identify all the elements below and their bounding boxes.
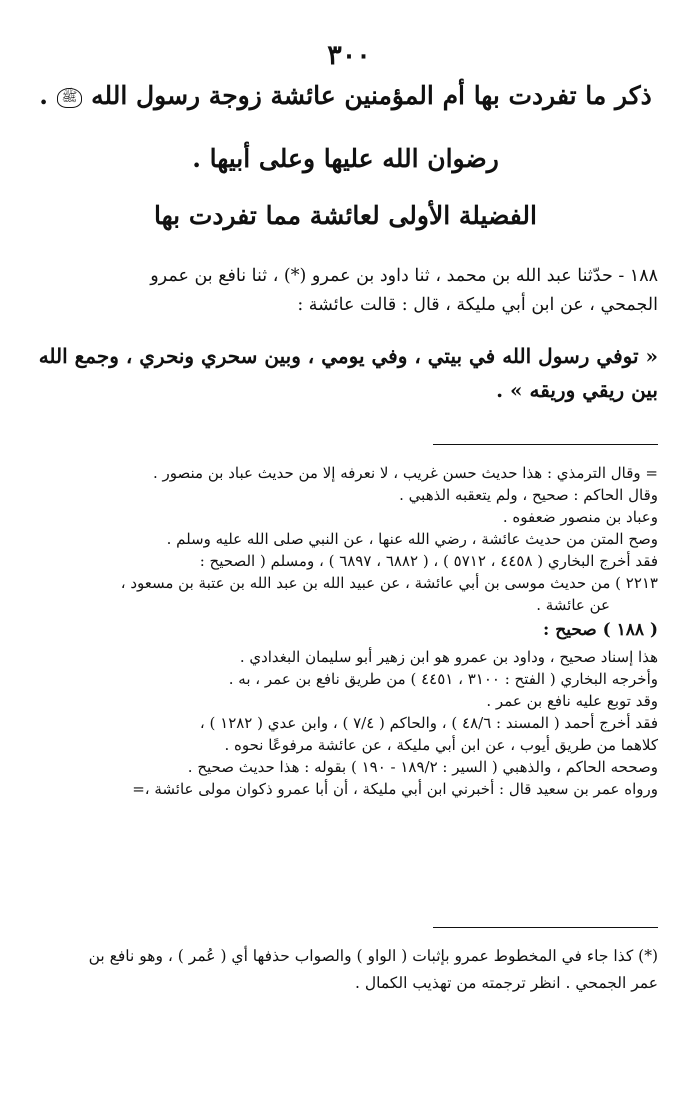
note-line: فقد أخرج البخاري ( ٤٤٥٨ ، ٥٧١٢ ) ، ( ٦٨٨٢ ، ٦٨٩٧ ) ، ومسلم ( الصحيح : [199, 552, 658, 570]
note-line: كلاهما من طريق أيوب ، عن ابن أبي مليكة ، عن عائشة مرفوعًا نحوه . [224, 736, 658, 754]
salla-honorific-icon: ﷺ [57, 88, 83, 108]
isnad-line-1: ١٨٨ - حدّثنا عبد الله بن محمد ، ثنا داود بن عمرو (*) ، ثنا نافع بن عمرو [150, 266, 658, 286]
chapter-title-text: ذكر ما تفردت بها أم المؤمنين عائشة زوجة رسول الله [91, 81, 652, 110]
page-number: ٣٠٠ [327, 40, 371, 71]
note-line: وقد توبع عليه نافع بن عمر . [486, 692, 658, 710]
chapter-title-line-1 [33, 80, 658, 112]
footnote-line-2: عمر الجمحي . انظر ترجمته من تهذيب الكمال . [355, 974, 658, 992]
note-line: هذا إسناد صحيح ، وداود بن عمرو هو ابن زهير أبو سليمان البغدادي . [239, 648, 658, 666]
note-line: وعباد بن منصور ضعفوه . [502, 508, 658, 526]
note-line: وأخرجه البخاري ( الفتح : ٣١٠٠ ، ٤٤٥١ ) من طريق نافع بن عمر ، به . [228, 670, 658, 688]
note-line: وصححه الحاكم ، والذهبي ( السير : ١٨٩/٢ - ١٩٠ ) بقوله : هذا حديث صحيح . [187, 758, 658, 776]
note-line: فقد أخرج أحمد ( المسند : ٤٨/٦ ) ، والحاكم ( ٧/٤ ) ، وابن عدي ( ١٢٨٢ ) ، [199, 714, 658, 732]
hadith-text-line-2: بين ريقي وريقه » . [496, 378, 658, 402]
note-line: وقال الحاكم : صحيح ، ولم يتعقبه الذهبي . [399, 486, 658, 504]
note-line: = وقال الترمذي : هذا حديث حسن غريب ، لا نعرفه إلا من حديث عباد بن منصور . [152, 464, 658, 482]
note-line: ورواه عمر بن سعيد قال : أخبرني ابن أبي مليكة ، أن أبا عمرو ذكوان مولى عائشة ،= [132, 780, 658, 798]
chapter-title-tail: . [39, 81, 48, 110]
notes-divider [433, 444, 658, 445]
note-line: وصح المتن من حديث عائشة ، رضي الله عنها ، عن النبي صلى الله عليه وسلم . [166, 530, 658, 548]
takhrij-heading: ( ١٨٨ ) صحيح : [543, 620, 658, 640]
footnote-divider [433, 927, 658, 928]
section-title: الفضيلة الأولى لعائشة مما تفردت بها [154, 201, 537, 230]
footnote-line-1: (*) كذا جاء في المخطوط عمرو بإثبات ( الواو ) والصواب حذفها أي ( عُمر ) ، وهو نافع بن [88, 947, 658, 965]
note-line: ٢٢١٣ ) من حديث موسى بن أبي عائشة ، عن عبيد الله بن عبد الله بن عتبة بن مسعود ، [120, 574, 658, 592]
note-line: عن عائشة . [536, 596, 610, 614]
isnad-line-2: الجمحي ، عن ابن أبي مليكة ، قال : قالت عائشة : [297, 295, 658, 315]
hadith-text-line-1: « توفي رسول الله في بيتي ، وفي يومي ، وبين سحري ونحري ، وجمع الله [38, 344, 658, 368]
chapter-title-line-2: رضوان الله عليها وعلى أبيها . [192, 144, 499, 173]
